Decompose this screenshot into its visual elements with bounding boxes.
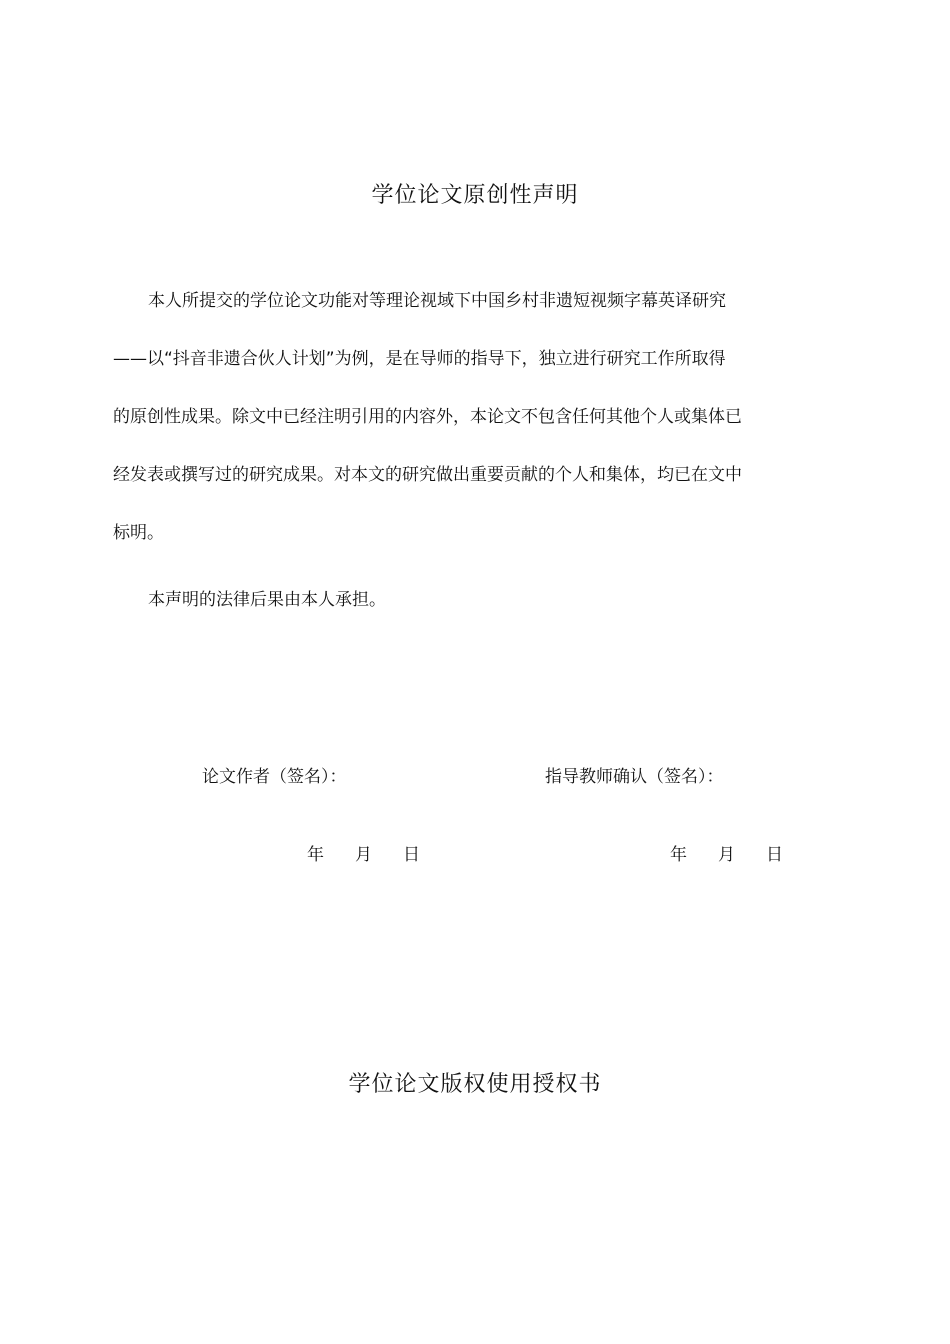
paragraph-line: 的原创性成果。除文中已经注明引用的内容外，本论文不包含任何其他个人或集体已 <box>113 407 742 427</box>
advisor-date <box>670 840 814 865</box>
authorization-title: 学位论文版权使用授权书 <box>348 1072 602 1097</box>
date-month-label: 月 <box>718 845 735 865</box>
date-year-label: 年 <box>307 845 324 865</box>
paragraph-line: 经发表或撰写过的研究成果。对本文的研究做出重要贡献的个人和集体，均已在文中 <box>113 465 742 485</box>
advisor-signature-label: 指导教师确认（签名）： <box>545 767 724 787</box>
liability-statement <box>113 571 825 629</box>
date-month-label: 月 <box>355 845 372 865</box>
date-year-label: 年 <box>670 845 687 865</box>
date-day-label: 日 <box>766 845 783 865</box>
declaration-paragraph <box>113 272 825 562</box>
author-date <box>307 840 451 865</box>
liability-text: 本声明的法律后果由本人承担。 <box>148 590 386 610</box>
paragraph-line: 标明。 <box>113 523 164 543</box>
date-day-label: 日 <box>403 845 420 865</box>
author-signature-label: 论文作者（签名）： <box>202 767 347 787</box>
paragraph-line: ——以“抖音非遗合伙人计划”为例，是在导师的指导下，独立进行研究工作所取得 <box>113 349 726 369</box>
declaration-title: 学位论文原创性声明 <box>371 183 579 208</box>
paragraph-line: 本人所提交的学位论文功能对等理论视域下中国乡村非遗短视频字幕英译研究 <box>148 291 726 311</box>
